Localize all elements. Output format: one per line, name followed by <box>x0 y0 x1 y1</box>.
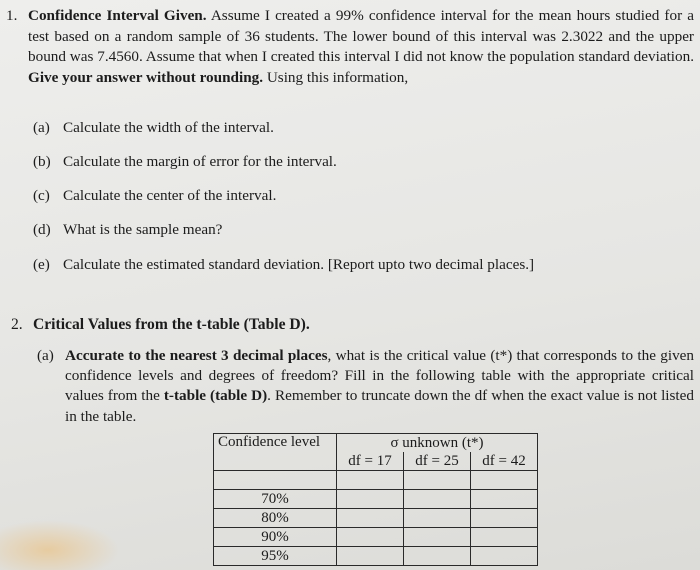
confidence-80: 80% <box>214 509 337 528</box>
df-17-header: df = 17 <box>337 452 404 471</box>
answer-cell[interactable] <box>471 547 538 566</box>
df-42-header: df = 42 <box>471 452 538 471</box>
table-row <box>214 490 538 509</box>
df-25-header: df = 25 <box>404 452 471 471</box>
confidence-95: 95% <box>214 547 337 566</box>
question-1-instruction: Give your answer without rounding. <box>28 68 264 86</box>
part-1e: (e) Calculate the estimated standard deviation. [Report upto two decimal places.] <box>33 256 535 273</box>
question-1-number: 1. <box>6 7 18 24</box>
answer-cell[interactable] <box>337 547 404 566</box>
answer-cell[interactable] <box>404 490 471 509</box>
question-1 <box>6 6 694 88</box>
question-2-title: Critical Values from the t-table (Table D). <box>33 316 310 333</box>
part-1a: (a) Calculate the width of the interval. <box>33 119 274 136</box>
answer-cell[interactable] <box>337 528 404 547</box>
part-1c: (c) Calculate the center of the interval. <box>33 187 277 204</box>
answer-cell[interactable] <box>471 509 538 528</box>
answer-cell[interactable] <box>471 490 538 509</box>
confidence-90: 90% <box>214 528 337 547</box>
answer-cell[interactable] <box>404 547 471 566</box>
part-2a: (a) Accurate to the nearest 3 decimal places, what is the critical value (t*) that corresponds to the given confidence levels and degrees of freedom? Fill in the following table with the appropriate critical values from the t-table (table D). Remember to truncate down the df when the exact value is not listed in the table. <box>37 347 694 425</box>
answer-cell[interactable] <box>337 509 404 528</box>
question-2-heading: 2. Critical Values from the t-table (Table D). <box>11 316 310 333</box>
answer-cell[interactable] <box>404 509 471 528</box>
answer-cell[interactable] <box>471 528 538 547</box>
critical-value-table <box>213 433 538 566</box>
sigma-unknown-header: σ unknown (t*) <box>337 434 538 453</box>
confidence-70: 70% <box>214 490 337 509</box>
confidence-level-header: Confidence level <box>214 434 337 471</box>
finger-smudge <box>0 520 120 570</box>
table-row <box>214 528 538 547</box>
question-1-title: Confidence Interval Given. <box>28 7 207 24</box>
answer-cell[interactable] <box>404 528 471 547</box>
question-1-tail: Using this information, <box>266 68 409 86</box>
question-1-text <box>28 6 694 88</box>
question-1-prompt: Assume I created a 99% confidence interval for the mean hours studied for a test based on a random sample of 36 students. The lower bound of this interval was 2.3022 and the upper bound was 7.4560. Assume that when I created this interval I did not know the population standard deviation. <box>28 7 694 65</box>
answer-cell[interactable] <box>337 490 404 509</box>
table-row <box>214 509 538 528</box>
part-1b: (b) Calculate the margin of error for the interval. <box>33 153 337 170</box>
table-row <box>214 547 538 566</box>
part-1d: (d) What is the sample mean? <box>33 221 223 238</box>
